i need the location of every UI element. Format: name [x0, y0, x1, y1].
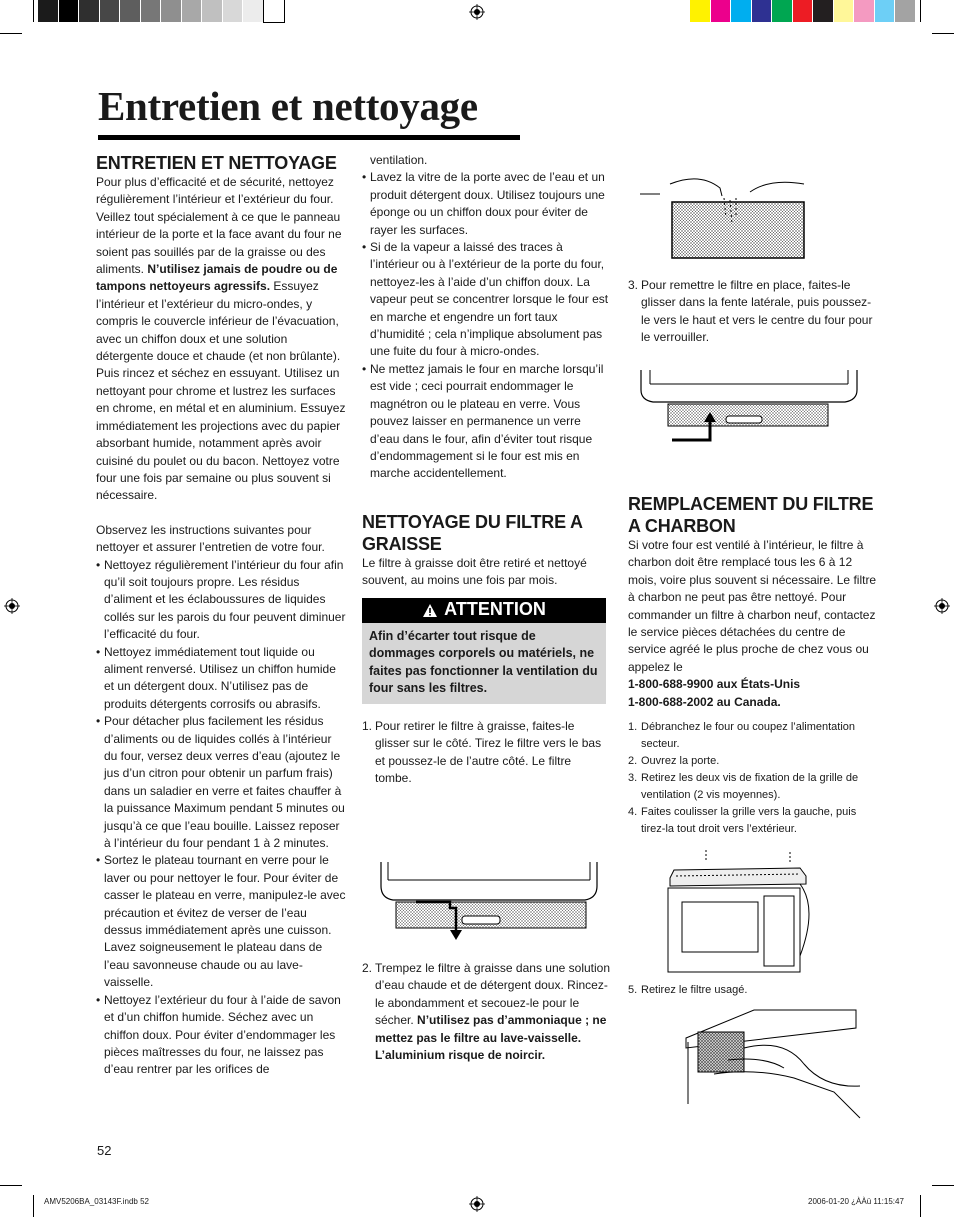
list-item: • Lavez la vitre de la porte avec de l’eau et un produit détergent doux. Utilisez toujours une éponge ou un chiffon doux pour éviter de rayer les surfaces. — [362, 169, 610, 239]
calibration-swatch — [813, 0, 834, 22]
column-filtre-charbon — [628, 493, 878, 838]
crop-mark — [932, 33, 954, 34]
registration-mark-icon — [469, 1196, 485, 1212]
registration-mark-icon — [4, 598, 20, 614]
calibration-swatch — [243, 0, 264, 22]
charcoal-step-5 — [628, 982, 876, 999]
list-item: 1. Débranchez le four ou coupez l’alimentation secteur. — [628, 721, 856, 751]
calibration-swatch — [875, 0, 896, 22]
footer-timestamp: 2006-01-20 ¿ÀÀü 11:15:47 — [808, 1197, 904, 1206]
crop-mark — [932, 1185, 954, 1186]
grease-filter-step-1 — [362, 718, 610, 788]
phone-canada: 1-800-688-2002 au Canada. — [628, 694, 781, 709]
calibration-swatch — [59, 0, 80, 22]
charcoal-steps-list — [628, 719, 878, 838]
list-item: 1. Pour retirer le filtre à graisse, faites-le glisser sur le côté. Tirez le filtre vers le bas et poussez-le de l’autre côté. Le filtre tombe. — [362, 718, 602, 786]
grease-filter-intro: Le filtre à graisse doit être retiré et nettoyé souvent, au moins une fois par mois. — [362, 555, 587, 588]
list-item: • Pour détacher plus facilement les résidus d’aliments ou de liquides collés à l’intérieur du four, versez deux verres d’eau (ajoutez le jus d’un citron pour obtenir un parfum frais) dans un saladier en verre et faites chauffer à la puissance Maximum pendant 5 minutes ou jusqu’à ce que l’eau bouille. Laissez reposer à l’intérieur du four pendant 1 à 2 minutes. — [96, 713, 346, 852]
calibration-swatch — [100, 0, 121, 22]
crop-mark — [0, 33, 22, 34]
intro-paragraph: Pour plus d’efficacité et de sécurité, nettoyez régulièrement l’intérieur et l’extérieur du four. Veillez tout spécialement à ce que le panneau intérieur de la porte et la face avant du four ne soient pas souillés par de la graisse ou des aliments. N’utilisez jamais de poudre ou de tampons nettoyeurs agressifs. Essuyez l’intérieur et l’extérieur du micro-ondes, y compris le couvercle inférieur de l’évacuation, avec un chiffon doux et une solution détergente douce et chaude (et non brûlante). Puis rincez et séchez en essuyant. Utilisez un nettoyant pour chrome et lustrez les surfaces en chrome, en métal et en aluminium. Essuyez immédiatement les projections avec du papier absorbant humide, notamment après avoir cuisiné du poulet ou du bacon. Nettoyez votre four une fois par semaine ou plus souvent si nécessaire. — [96, 175, 346, 503]
section-heading-filtre-graisse: NETTOYAGE DU FILTRE A GRAISSE — [362, 511, 583, 554]
attention-label: ATTENTION — [444, 599, 546, 620]
list-item: • Si de la vapeur a laissé des traces à l’intérieur ou à l’extérieur de la porte du four, nettoyez-les à l’aide d’un chiffon doux. La vapeur peut se concentrer lorsque le four est en marche et engendre un fort taux d’humidité ; cela n’implique absolument pas une fuite du four à micro-ondes. — [362, 239, 610, 361]
crop-mark — [33, 0, 34, 22]
calibration-swatch — [731, 0, 752, 22]
calibration-swatch — [141, 0, 162, 22]
color-calibration-bar — [690, 0, 916, 22]
calibration-swatch — [690, 0, 711, 22]
attention-header — [362, 598, 606, 623]
list-item: • Nettoyez régulièrement l’intérieur du four afin qu’il soit toujours propre. Les résidus d’aliment et les éclaboussures de liquides collés sur les parois du four peuvent diminuer l’efficacité du four. — [96, 557, 346, 644]
grease-filter-step-3 — [628, 277, 876, 347]
continuation-text: ventilation. — [370, 153, 428, 167]
grease-filter-step-2 — [362, 960, 610, 1064]
list-item: 2. Trempez le filtre à graisse dans une solution d’eau chaude et de détergent doux. Rincez-le abondamment et secouez-le pour le sécher. N’utilisez pas d’ammoniaque ; ne mettez pas le filtre au lave-vaisselle. L’aluminium risque de noircir. — [362, 961, 611, 1063]
calibration-swatch — [834, 0, 855, 22]
vent-grille-removal-illustration — [660, 848, 816, 976]
calibration-swatch — [79, 0, 100, 22]
list-item: • Ne mettez jamais le four en marche lorsqu’il est vide ; ceci pourrait endommager le magnétron ou le plateau en verre. Vous pouvez laisser en permanence un verre d’eau dans le four, afin d’éviter tout risque d’endommagement si le four est mis en marche accidentellement. — [362, 361, 610, 483]
calibration-swatch — [854, 0, 875, 22]
crop-mark — [33, 1195, 34, 1217]
calibration-swatch — [793, 0, 814, 22]
column-filtre-graisse — [362, 152, 610, 788]
calibration-swatch — [202, 0, 223, 22]
registration-mark-icon — [934, 598, 950, 614]
page-number: 52 — [97, 1143, 112, 1158]
calibration-swatch — [772, 0, 793, 22]
calibration-swatch — [711, 0, 732, 22]
warning-triangle-icon — [422, 603, 438, 618]
list-item: 5. Retirez le filtre usagé. — [628, 984, 748, 996]
crop-mark — [0, 1185, 22, 1186]
calibration-swatch — [752, 0, 773, 22]
list-item: 3. Pour remettre le filtre en place, faites-le glisser dans la fente latérale, puis poussez-le vers le haut et vers le centre du four pour le verrouiller. — [628, 278, 873, 345]
care-bullet-list-continued — [362, 169, 610, 482]
calibration-swatch — [120, 0, 141, 22]
calibration-swatch — [38, 0, 59, 22]
calibration-swatch — [161, 0, 182, 22]
observe-paragraph: Observez les instructions suivantes pour nettoyer et assurer l’entretien de votre four. — [96, 522, 325, 555]
care-bullet-list — [96, 557, 346, 1079]
title-rule — [98, 135, 520, 140]
list-item: • Sortez le plateau tournant en verre pour le laver ou pour nettoyer le four. Pour éviter de casser le plateau en verre, manipulez-le avec précaution et évitez de verser de l’eau dessus immédiatement après une cuisson. Lavez soigneusement le plateau dans de l’eau savonneuse chaude ou au lave-vaisselle. — [96, 852, 346, 991]
gray-calibration-bar — [38, 0, 284, 22]
column-entretien — [96, 152, 346, 1079]
list-item: 3. Retirez les deux vis de fixation de la grille de ventilation (2 vis moyennes). — [628, 772, 859, 802]
list-item: 2. Ouvrez la porte. — [628, 755, 720, 768]
filter-reinstall-illustration — [638, 368, 860, 444]
calibration-swatch — [223, 0, 244, 22]
calibration-swatch — [264, 0, 285, 22]
registration-mark-icon — [469, 4, 485, 20]
calibration-swatch — [895, 0, 916, 22]
charcoal-filter-intro: Si votre four est ventilé à l’intérieur, le filtre à charbon doit être remplacé tous les 6 à 12 mois, voire plus souvent si nécessaire. Le filtre à charbon ne peut pas être nettoyé. Pour commander un filtre à charbon neuf, contactez le service pièces détachées du centre de service agréé le plus proche de chez vous ou appelez le — [628, 538, 877, 674]
phone-us: 1-800-688-9900 aux États-Unis — [628, 677, 801, 692]
crop-mark — [920, 1195, 921, 1217]
list-item: 4. Faites coulisser la grille vers la gauche, puis tirez-la tout droit vers l’extérieur. — [628, 806, 857, 836]
page-title: Entretien et nettoyage — [98, 83, 478, 129]
section-heading-filtre-charbon: REMPLACEMENT DU FILTRE A CHARBON — [628, 494, 874, 536]
attention-box — [362, 598, 606, 704]
list-item: • Nettoyez immédiatement tout liquide ou aliment renversé. Utilisez un chiffon humide et un détergent doux. N’utilisez pas de produits détergents corrosifs ou abrasifs. — [96, 644, 346, 714]
filter-removal-illustration — [378, 858, 600, 940]
calibration-swatch — [182, 0, 203, 22]
attention-text: Afin d’écarter tout risque de dommages corporels ou matériels, ne faites pas fonctionner la ventilation du four sans les filtres. — [362, 623, 606, 704]
charcoal-filter-removal-illustration — [684, 1008, 864, 1120]
footer-file-info: AMV5206BA_03143F.indb 52 — [44, 1197, 149, 1206]
crop-mark — [920, 0, 921, 22]
list-item: • Nettoyez l’extérieur du four à l’aide de savon et d’un chiffon humide. Séchez avec un chiffon doux. Pour éviter d’endommager les pièces maîtresses du four, ne laissez pas d’eau rentrer par les orifices de — [96, 992, 346, 1079]
section-heading-entretien: ENTRETIEN ET NETTOYAGE — [96, 153, 337, 173]
filter-soaking-illustration — [640, 168, 806, 260]
